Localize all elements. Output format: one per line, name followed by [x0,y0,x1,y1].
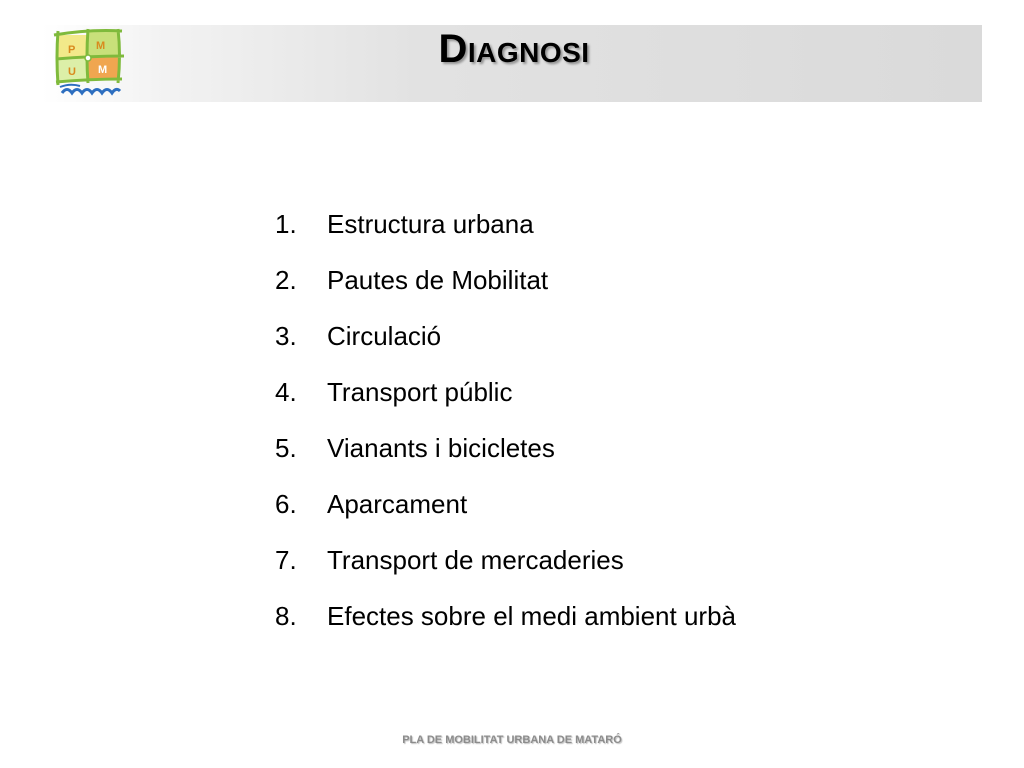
list-item [275,588,736,644]
list-item [275,196,736,252]
list-item-number: 1. [275,208,297,239]
list-item-label: Circulació [327,320,442,351]
list-item-number: 5. [275,432,297,463]
list-item-number: 3. [275,320,297,351]
logo-center-dot [85,55,91,61]
list-item [275,532,736,588]
logo-letter-p: P [68,44,76,56]
list-item [275,252,736,308]
footer-text: PLA DE MOBILITAT URBANA DE MATARÓ [402,734,622,746]
logo-wave [62,89,120,93]
list-item [275,364,736,420]
list-item [275,420,736,476]
list-item-label: Vianants i bicicletes [327,432,555,463]
list-item-number: 6. [275,488,297,519]
list-item-label: Pautes de Mobilitat [327,264,549,295]
list-item-number: 8. [275,600,297,631]
list-item [275,476,736,532]
pmum-logo-icon [50,27,132,99]
page-title: Diagnosi [438,27,590,71]
list-item-number: 7. [275,544,297,575]
logo-wave-small [60,85,80,87]
list-item-label: Transport públic [327,376,513,407]
topic-list [275,196,736,644]
logo-letter-m1: M [96,40,106,52]
list-item-number: 4. [275,376,297,407]
list-item-label: Aparcament [327,488,468,519]
list-item [275,308,736,364]
list-item-label: Transport de mercaderies [327,544,624,575]
list-item-number: 2. [275,264,297,295]
list-item-label: Estructura urbana [327,208,534,239]
logo-letter-m2: M [98,64,108,76]
logo-letter-u: U [68,66,76,78]
list-item-label: Efectes sobre el medi ambient urbà [327,600,736,631]
